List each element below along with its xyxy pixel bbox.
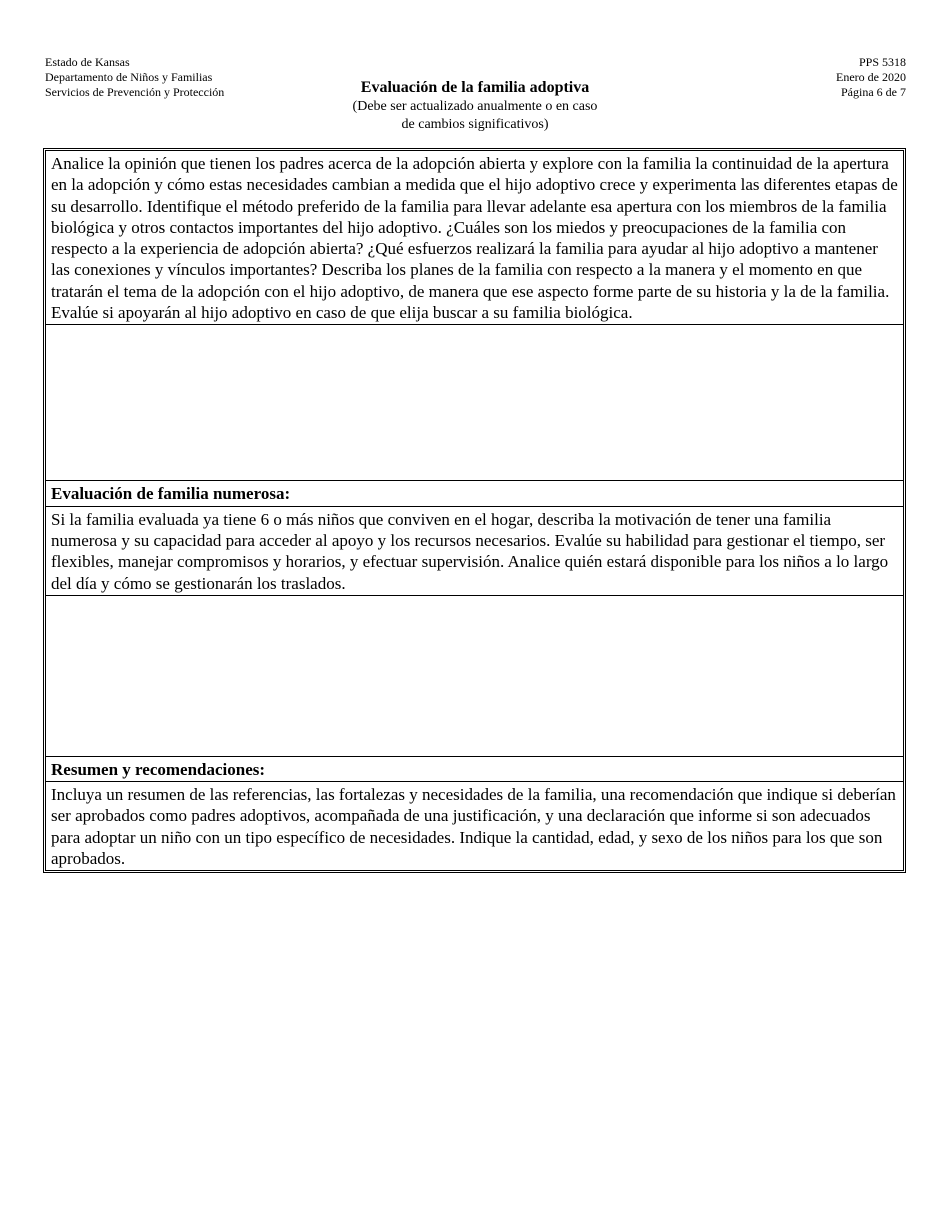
page-number: Página 6 de 7 xyxy=(841,85,906,99)
form-table xyxy=(43,148,906,873)
large-family-response-field[interactable] xyxy=(46,595,903,756)
page-subtitle-line-2: de cambios significativos) xyxy=(401,117,549,132)
form-number: PPS 5318 xyxy=(858,55,906,69)
department-name: Departamento de Niños y Familias xyxy=(45,70,213,84)
openness-prompt: Analice la opinión que tienen los padres acerca de la adopción abierta y explore con la familia la continuidad de la apertura en la adopción y cómo estas necesidades cambian a medida que el hijo adoptivo crece y experimenta las diferentes etapas de su desarrollo. Identifique el método preferido de la familia para llevar adelante esa apertura con los miembros de la familia biológica y otros contactos importantes del hijo adoptivo. ¿Cuáles son los miedos y preocupaciones de la familia con respecto a la experiencia de adopción abierta? ¿Qué esfuerzos realizará la familia para ayudar al hijo adoptivo a mantener las conexiones y vínculos importantes? Describa los planes de la familia con respecto a la manera y el momento en que tratarán el tema de la adopción con el hijo adoptivo, de manera que ese aspecto forme parte de su historia y la de la familia. Evalúe si apoyarán al hijo adoptivo en caso de que elija buscar a su familia biológica. xyxy=(51,154,898,323)
page-title: Evaluación de la familia adoptiva xyxy=(360,79,590,96)
page-subtitle-line-1: (Debe ser actualizado anualmente o en caso xyxy=(352,99,598,114)
large-family-heading: Evaluación de familia numerosa: xyxy=(46,480,903,505)
summary-prompt: Incluya un resumen de las referencias, las fortalezas y necesidades de la familia, una recomendación que indique si deberían ser aprobados como padres adoptivos, acompañada de una justificación, y una declaración que informe si son adecuados para adoptar un niño con un tipo específico de necesidades. Indique la cantidad, edad, y sexo de los niños para los que son aprobados. xyxy=(46,781,903,870)
summary-heading: Resumen y recomendaciones: xyxy=(46,756,903,781)
form-title-block xyxy=(0,78,950,134)
form-info-header xyxy=(836,55,906,100)
state-name: Estado de Kansas xyxy=(45,55,130,69)
openness-response-field[interactable] xyxy=(46,324,903,480)
form-date: Enero de 2020 xyxy=(836,70,906,84)
large-family-prompt: Si la familia evaluada ya tiene 6 o más niños que conviven en el hogar, describa la motivación de tener una familia numerosa y su capacidad para acceder al apoyo y los recursos necesarios. Evalúe su habilidad para gestionar el tiempo, ser flexibles, manejar compromisos y horarios, y efectuar supervisión. Analice quién estará disponible para los niños a lo largo del día y cómo se gestionarán los traslados. xyxy=(46,506,903,595)
division-name: Servicios de Prevención y Protección xyxy=(45,85,225,99)
